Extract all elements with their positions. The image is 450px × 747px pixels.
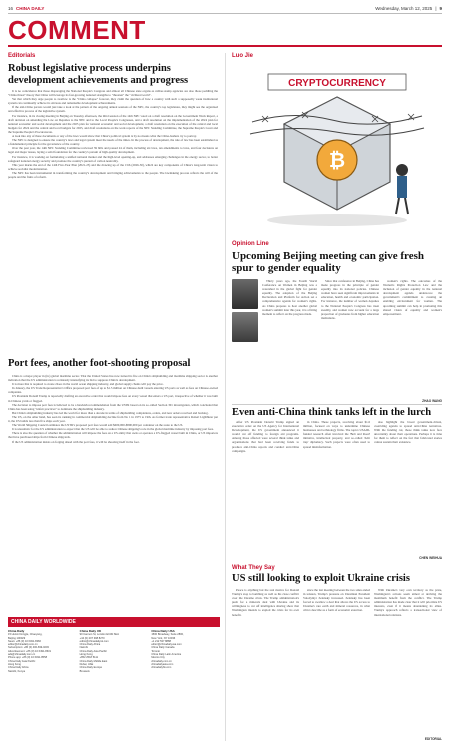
footer-line: China Daily Latin America	[151, 653, 182, 657]
masthead	[8, 13, 442, 47]
footer-line[interactable]: chinadailyhk.com	[151, 666, 172, 670]
paragraph: also highlight the broad government-driven, overriding agenda to spread anti-China narratives. With the funding cut, those think tanks now face uncertainty about their operations. Perhaps it is time for them to reflect on the fact that fabricated stories cannot sustain their existence.	[374, 420, 442, 445]
cartoon-sign-text: CRYPTOCURRENCY	[288, 78, 386, 89]
cartoon-credit: Luo Jie	[232, 53, 254, 59]
footer-line: Nairobi	[79, 646, 88, 650]
opinion-2-byline: CHEN WEIHUA	[419, 556, 442, 560]
footer-line: Beijing 100029	[8, 636, 26, 640]
opinion-1-title[interactable]: Upcoming Beijing meeting can give fresh spur to gender equality	[232, 250, 424, 274]
cartoon-illustration	[232, 62, 442, 232]
footer-line: Advertisement: +86 (0) 10 6491-8631	[8, 649, 52, 653]
paragraph: Since that conference in Beijing, China has made progress in the principle of gender equality into its national policies. Chinese women have seen significant improvements in education, health and economic participation. For instance, the number of women deputies to the National People's Congress has risen steadily, and women now account for a large proportion of graduates from higher education institutions.	[321, 279, 379, 320]
author-photo	[232, 279, 258, 309]
paragraph: It is no coincidence that those disparaging the National People's Congress and almost all Chinese state organs as rubber-stamp agencies are also those peddling the "China threat" theory that China will leverage its fast-growing national strengths to "threaten" the "civilized world".	[8, 89, 218, 98]
paragraph: There is also the question of whether the administration will impose the fees on a US entity that owns or operates a US-flagged vessel built in China, or US importers that have purchased ships from Chinese shipyards.	[8, 431, 218, 440]
paragraph: The decision to impose port fees is believed to be a hawkish recommendation from the USTR based on its so-called Section 301 investigation, which concluded that China has been using "unfair practices" to dominate the shipbuilding industry.	[8, 402, 218, 411]
footer-line: Toronto	[151, 649, 160, 653]
footer-line: Hong Kong	[8, 662, 21, 666]
footer-columns	[8, 630, 220, 673]
footer-line: Subscription: +86 (0) 400-699-0203	[8, 646, 49, 650]
paragraph: since the last meeting between the two sides ended in tension, Trump's pressure on Ukrainian President Volodymyr Zelensky increased. Zelensky has been forced to swallow a deal that allows the US access to Ukraine's rare earth and mineral resources, in what critics describe as a form of economic extortion.	[303, 588, 370, 613]
footer-line[interactable]: chinadaily.com.cn	[151, 659, 172, 663]
paragraph: It is unrealistic for the US administration to expect that the US will be able to reduce Chinese shipping's role in the global maritime industry by imposing port fees.	[12, 427, 214, 432]
paragraph: With Ukraine's very own territory as the prize, Washington's actions seem aimed at deriving the maximum benefit from the conflict. The Trump administration has made clear that it will prioritize US interests, even if it means abandoning its allies. Trump's approach reflects a transactional view of international relations.	[374, 588, 442, 617]
column-divider	[225, 53, 226, 741]
paragraph: Thirty years ago, the Fourth World Conference on Women in Beijing was a watershed in the global fight for gender equality. The adoption of the Beijing Declaration and Platform for Action set a comprehensive agenda for women's rights. As China prepares to host another global women's summit later this year, it is a fitting moment to reflect on the progress made.	[262, 279, 317, 316]
footer-line[interactable]: editor@chinadailyuk.com	[79, 639, 109, 643]
what-they-say-tag: What They Say	[232, 565, 275, 571]
footer-line: 90 Cannon St, London EC4N 6HA	[79, 633, 120, 637]
footer-line: 1500 Broadway, Suite 2800,	[151, 633, 184, 637]
paragraph: Over the past year, the 14th NPC Standing Committee reviewed 39 bills and passed 24 of them, including six laws, ten amendments to laws, and four decisions on legal and major issues, laying a solid foundation for the country's pursuit of high-quality development.	[8, 146, 218, 155]
top-bar-right: Wednesday, March 12, 2025 | 9	[375, 5, 442, 11]
footer-line: China Daily Canada	[151, 646, 175, 650]
footer-column-name: China Daily UK	[79, 629, 102, 633]
footer-line[interactable]: ads@chinadaily.com.cn	[8, 653, 36, 657]
page-number: 9	[439, 5, 442, 11]
opinion-2-title[interactable]: Even anti-China think tanks left in the lurch	[232, 404, 442, 419]
footer-line: Hong Kong	[79, 653, 93, 657]
paragraph: in China. These projects, receiving about $1.6 million, focused on ways to undermine Chinese businesses and technology firms. The topics USAID-funded research often involved the 'Belt and Road' initiative, intellectual property, and so-called 'debt trap' diplomacy. Such projects were often used to spread misinformation.	[303, 420, 370, 449]
paragraph: China is a major player in (its) global maritime sector. That the United States has now turned its fire on China's shipbuilding and maritime shipping sector is another indication that the US administration is recklessly intensifying its bid to suppress China's development.	[8, 374, 218, 383]
footer-line: Nairobi, Kenya	[8, 669, 26, 673]
opinion-3-col-1	[232, 588, 299, 740]
paragraph: It is more that is required to create chaos in the world ocean shipping industry, and global supply chains will pay the price.	[12, 382, 164, 387]
footer-line: Dubai, UAE	[79, 662, 94, 666]
footer-line: China Daily Asia Pacific	[8, 659, 36, 663]
footer-column-name: China Daily USA	[151, 629, 175, 633]
editorials-tag: Editorials	[8, 53, 36, 59]
paragraph: women's rights. The outcomes of the Women's Rights Protection Law and the inclusion of gender equality in the national development agenda underscore the government's commitment to creating an enabling environment for women. The upcoming summit can help in promoting this shared vision of equality and women's empowerment.	[383, 279, 442, 316]
date-text: Wednesday, March 12, 2025	[375, 5, 433, 11]
footer-line: China Daily Asia Pacific	[79, 649, 107, 653]
paragraph: US President Donald Trump is reportedly drafting an executive order that would impose fees on every vessel that enters a US port, irrespective of whether it was built in Chinese yards or flagged.	[8, 394, 218, 403]
footer-line: +44 (0) 207 398 8270	[79, 636, 105, 640]
opinion-2-col-3	[374, 420, 442, 556]
svg-text:₿: ₿	[328, 148, 346, 172]
paragraph: But China's shipbuilding industry has led the world for more than a decade in terms of shipbuilding completions, orders, and new orders received and backlog.	[12, 410, 209, 415]
footer-line: China Daily Middle East	[79, 659, 108, 663]
footer-line[interactable]: chinadailyasia.com	[151, 662, 174, 666]
footer-line: China Daily Africa	[79, 643, 101, 647]
paragraph: For instance, in its closing meeting in Beijing on Tuesday afternoon, the third session of the 14th NPC voted on a draft resolution on the Government Work Report, a draft decision on amending the Law on Deputies to the NPC and to the Local People's Congresses, and a draft resolution on the implementation of the 2024 plan for national economic and social development and the 2025 plan for national economic and social development, a draft resolution on the execution of the central and local budgets for 2024 and the central and local budgets for 2025, and draft resolutions on the work reports of the NPC Standing Committee, the Supreme People's Court and the Supreme People's Procuratorate.	[8, 113, 218, 134]
page-label: 16	[8, 5, 14, 11]
footer-line: New York, NY 10036	[151, 636, 176, 640]
opinion-1-byline: ZHAO WANG	[422, 399, 442, 403]
paragraph: For instance, it is working on formulating a unified national market and the high-level opening-up, and addresses emerging challenges in the energy sector, to better safeguard national energy security and promote the country's pursuit of carbon neutrality.	[8, 154, 218, 163]
footer-line: Mexico City	[151, 656, 165, 660]
footer-column	[80, 630, 149, 673]
opinion-2-col-1	[232, 420, 299, 560]
footer-line: +852 2518 5111	[79, 656, 99, 660]
paragraph: The NPC has been instrumental in transforming the country's development and bringing achievements to the people. The lawmaking process reflects the will of the people and the fruits of reform.	[8, 170, 218, 179]
top-bar	[8, 4, 442, 12]
author-photo	[232, 312, 258, 342]
footer-line[interactable]: editor@chinadaily.com.cn	[8, 643, 38, 647]
footer-line[interactable]: editor@chinadailyusa.com	[151, 643, 182, 647]
opinion-1-col-3	[383, 279, 442, 397]
top-bar-left	[8, 6, 44, 11]
editorial-2-body	[8, 374, 218, 612]
footer-line: China Daily Europe	[79, 666, 103, 670]
paragraph: The World Shipping Council estimates the USTR's proposed port fees would add $600,000-$800,000 per container on the route to the US.	[12, 423, 184, 428]
paragraph: After US President Donald Trump signed an executive order on the US Agency for International Development, the US government announced it would cut off funding to foreign aid programs. Among those affected were several think tanks and organizations that had been receiving funds to produce anti-China reports and conduct anti-China campaigns.	[232, 420, 299, 453]
footer-column	[8, 630, 77, 673]
opinion-3-col-2	[303, 588, 370, 740]
opinion-2-col-2	[303, 420, 370, 560]
footer-bar-title: CHINA DAILY WORLDWIDE	[8, 617, 220, 627]
paragraph: The NPC is designed to ensure the country's laws and legal system meet the needs of the times. In the process of development, the rule of law has been established as a fundamental principle for the governance of the country.	[8, 138, 218, 147]
paragraph: The US, on the other hand, has seen its ranking in commercial shipbuilding decline from No 1 in 1975 to 19th. As former trade representative Robert Lighthizer put it, the US builds less than five ships each year.	[8, 414, 218, 424]
footer-contacts	[8, 617, 220, 742]
editorial-1-body	[8, 89, 218, 353]
opinion-line-tag: Opinion Line	[232, 241, 269, 247]
opinion-3-col-3	[374, 588, 442, 736]
footer-line: Brussels	[79, 669, 90, 673]
footer-line: China Daily Africa	[8, 666, 29, 670]
footer-line: 15 Huixin Dongjie, Chaoyang,	[8, 633, 43, 637]
footer-line: +1 212 537 8888	[151, 639, 171, 643]
footer-line: Phone app: +86 (0) 10 6491-8558	[8, 656, 48, 660]
opinion-3-byline: EDITORIAL	[424, 737, 442, 741]
footer-column-name: China Daily	[8, 629, 25, 633]
opinion-3-title[interactable]: US still looking to exploit Ukraine crisis	[232, 573, 410, 584]
footer-line: News: +86 (0) 10 6491-8366	[8, 639, 41, 643]
opinion-1-col-1	[262, 279, 317, 403]
paragraph: Yet that which they urge people to swallow is the "China collapse" forecast, they claim the question of how a country with such a supposedly weak institutional system can continually achieve its obvious and remarkable development achievements.	[8, 97, 218, 106]
paragraph: A look into any of these documents or any of the laws would show that China's political system is by no means what the China-bashers try to portray.	[12, 134, 197, 139]
editorial-2-title[interactable]: Port fees, another foot-shooting proposal	[8, 358, 191, 369]
paragraph: If the US administration insists on forging ahead with the port fees, it will be shooting itself in the foot.	[12, 439, 140, 444]
footer-column	[151, 630, 220, 673]
editorial-1-title[interactable]: Robust legislative process underpins development achievements and progress	[8, 63, 189, 86]
paragraph: Peace is anything but the real motive for Donald Trump's stop to bombing as well as his close conflict over the Ukraine crisis. The Trump administration's push for a minerals deal with Ukraine and its willingness to cut off intelligence sharing show that Washington intends to exploit the crisis for its own benefit.	[232, 588, 299, 617]
paragraph: If the anti-China parrots would just take a look at the pattern of the ongoing annual sessions of the NPC, the country's top legislature, they might see the organized and effective process of the legislative system.	[8, 105, 218, 114]
paragraph: This year marks the end of the 14th Five-Year Plan (2021-25) and the drawing up of the 15th (2026-30), which are key components of China's long-term vision to achieve socialist modernization.	[8, 162, 218, 171]
section-title: COMMENT	[8, 15, 146, 45]
logo-text: CHINA DAILY	[16, 5, 45, 11]
paragraph: In January, the US Trade Representative's Office proposed port fees of up to $1.5 million on Chinese-built vessels entering US ports as well as fees on Chinese-owned companies.	[8, 386, 218, 395]
opinion-1-col-2	[321, 279, 379, 403]
cartoon-svg	[232, 62, 442, 232]
